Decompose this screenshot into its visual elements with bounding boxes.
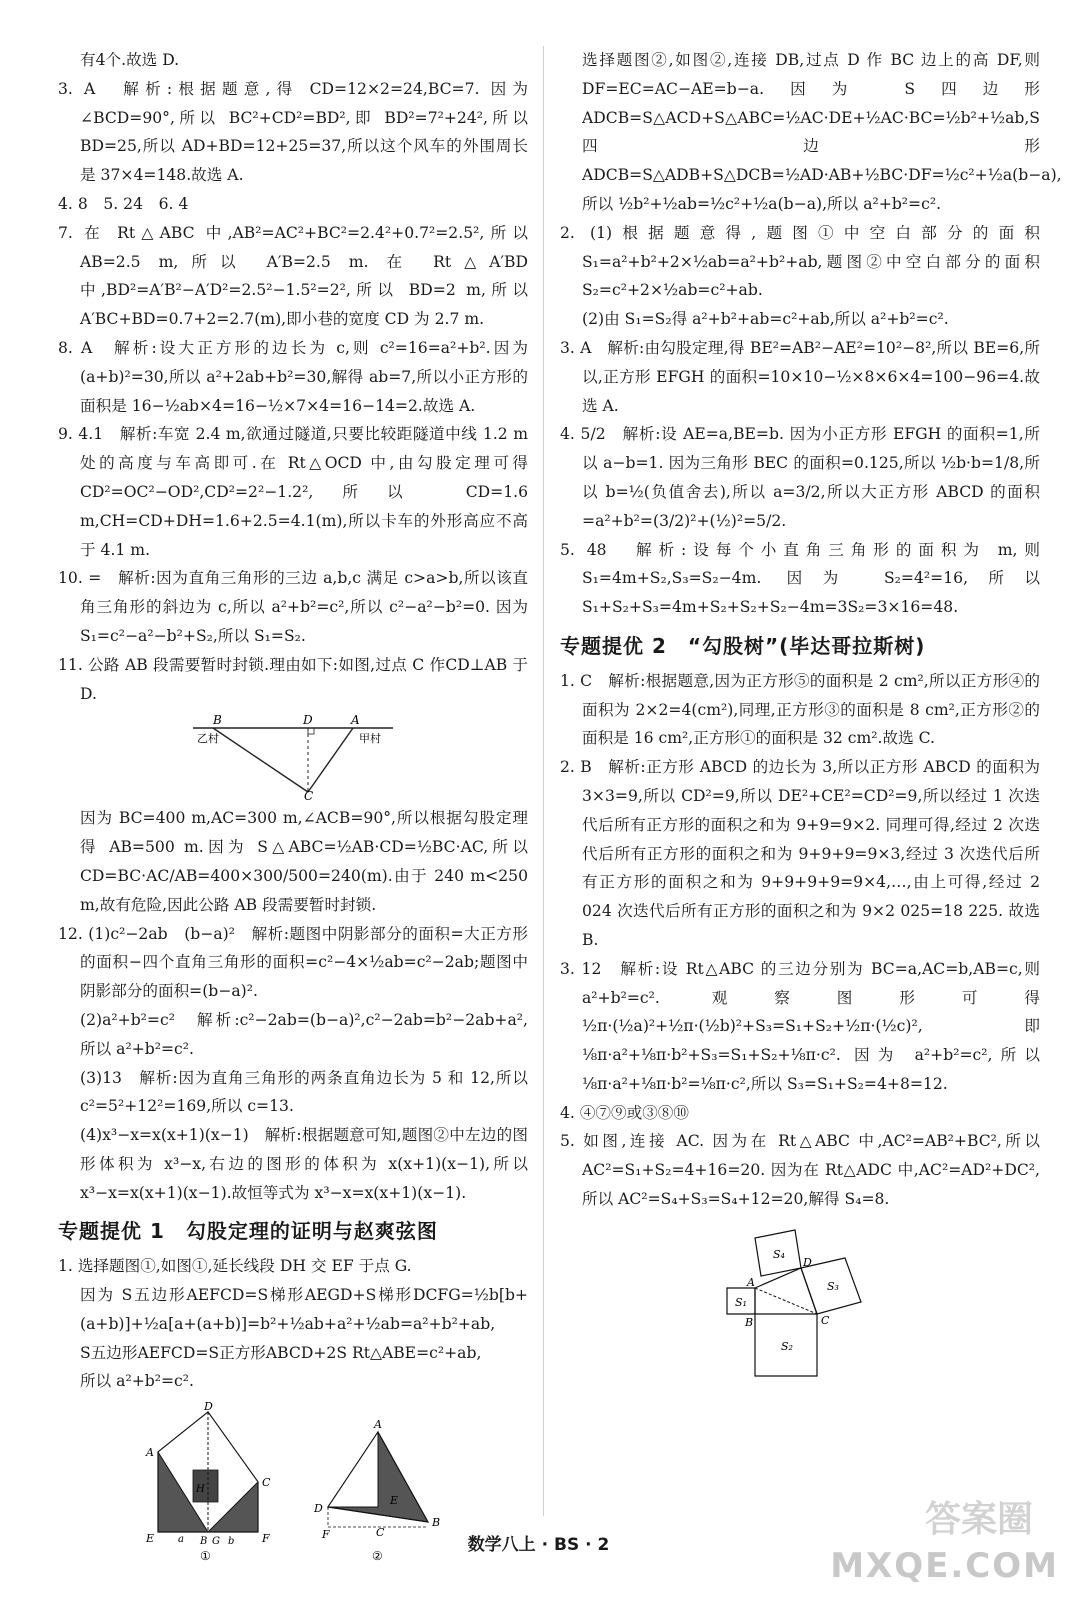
svg-text:S₃: S₃ [827, 1279, 839, 1293]
page-footer: 数学八上 · BS · 2 [467, 1535, 610, 1555]
answer-12-3: (3)13 解析:因为直角三角形的两条直角边长为 5 和 12,所以 c²=5²+12²=169,所以 c=13. [80, 1068, 528, 1116]
watermark-url: MXQE.COM [830, 1546, 1059, 1586]
svg-text:A: A [374, 1418, 382, 1432]
svg-text:D: D [303, 713, 313, 728]
answer-t2: 2. B 解析:正方形 ABCD 的边长为 3,所以正方形 ABCD 的面积为 3×3=9,所以 CD²=9,所以 DE²+CE²=CD²=9,所以经过 1 次迭代后所有正方形的面积之和为 9+9=9×2. 同理可得,经过 2 次迭代后所有正方形的面积之和为 9+9+9=9×3,经过 3 次迭代后所有正方形的面积之和为 9+9+9+9=9×4,…,由上可得,经过 2 024 次迭代后所有正方形的面积之和为 9×2 025=18 225. 故选 B. [560, 758, 1040, 949]
answer-8: 8. A 解析:设大正方形的边长为 c,则 c²=16=a²+b².因为(a+b)²=30,所以 a²+2ab+b²=30,解得 ab=7,所以小正方形的面积是 16−½ab×4=16−½×7×4=16−14=2.故选 A. [58, 338, 528, 415]
proof-1-eq1: 因为 S五边形AEFCD=S梯形AEGD+S梯形DCFG=½b[b+(a+b)]+½a[a+(a+b)]=b²+½ab+a²+½ab=a²+b²+ab, [80, 1286, 528, 1333]
proof-2: 选择题图②,如图②,连接 DB,过点 D 作 BC 边上的高 DF,则 DF=EC=AC−AE=b−a.因为 S四边形ADCB=S△ACD+S△ABC=½AC·DE+½AC·BC=½b²+½ab,S四边形ADCB=S△ADB+S△DCB=½AD·AB+½BC·DF=½c²+½a(b−a),所以 ½b²+½ab=½c²+½a(b−a),所以 a²+b²=c². [582, 51, 1062, 213]
left-column [58, 46, 528, 1562]
proof-1-eq3: 所以 a²+b²=c². [80, 1372, 194, 1391]
svg-text:B: B [432, 1516, 441, 1530]
svg-text:A: A [351, 713, 360, 728]
svg-text:B: B [200, 1536, 208, 1548]
svg-text:S₂: S₂ [781, 1339, 793, 1353]
answer-12-4: (4)x³−x=x(x+1)(x−1) 解析:根据题意可知,题图②中左边的图形体积为 x³−x,右边的图形的体积为 x(x+1)(x−1),所以 x³−x=x(x+1)(x−1).故恒等式为 x³−x=x(x+1)(x−1). [80, 1126, 528, 1202]
answer-4-6: 4. 8 5. 24 6. 4 [58, 194, 189, 213]
figure-1-caption: ① [200, 1549, 211, 1563]
answer-12-1: 12. (1)c²−2ab (b−a)² 解析:题图中阴影部分的面积=大正方形的面积−四个直角三角形的面积=c²−4×½ab=c²−2ab;题图中阴影部分的面积=(b−a)². [58, 924, 528, 1001]
section-heading-1: 专题提优 1 勾股定理的证明与赵爽弦图 [58, 1219, 438, 1244]
right-column [560, 46, 1062, 1392]
answer-7: 7. 在 Rt△ABC 中,AB²=AC²+BC²=2.4²+0.7²=2.5²,所以 AB=2.5 m,所以 A′B=2.5 m. 在 Rt△A′BD 中,BD²=A′B²−A′D²=2.5²−1.5²=2²,所以 BD=2 m,所以 A′BC+BD=0.7+2=2.7(m),即小巷的宽度 CD 为 2.7 m. [58, 223, 528, 329]
svg-text:S₁: S₁ [735, 1295, 747, 1309]
proof-1: 1. 选择题图①,如图①,延长线段 DH 交 EF 于点 G. [58, 1257, 412, 1276]
answer-3: 3. A 解析:根据题意,得 CD=12×2=24,BC=7. 因为∠BCD=90°,所以 BC²+CD²=BD²,即 BD²=7²+24²,所以 BD=25,所以 AD+BD=12+25=37,所以这个风车的外围周长是 37×4=148.故选 A. [58, 79, 528, 185]
svg-text:F: F [262, 1532, 270, 1546]
answer-r2-1: 2. (1)根据题意得,题图①中空白部分的面积 S₁=a²+b²+2×½ab=a²+b²+ab,题图②中空白部分的面积 S₂=c²+2×½ab=c²+ab. [560, 223, 1040, 300]
answer-9: 9. 4.1 解析:车宽 2.4 m,欲通过隧道,只要比较距隧道中线 1.2 m 处的高度与车高即可.在 Rt△OCD 中,由勾股定理可得 CD²=OC²−OD²,CD²=2²−1.2²,所以 CD=1.6 m,CH=CD+DH=1.6+2.5=4.1(m),所以卡车的外形高应不高于 4.1 m. [58, 425, 528, 559]
village-b-label: 乙村 [197, 732, 219, 746]
figure-2-caption: ② [372, 1549, 383, 1563]
svg-text:F: F [322, 1528, 330, 1542]
road-diagram [183, 712, 403, 800]
answer-12-2: (2)a²+b²=c² 解析:c²−2ab=(b−a)²,c²−2ab=b²−2ab+a²,所以 a²+b²=c². [80, 1010, 528, 1058]
answer-t1: 1. C 解析:根据题意,因为正方形⑤的面积是 2 cm²,所以正方形④的面积为 2×2=4(cm²),同理,正方形③的面积是 8 cm²,正方形②的面积是 16 cm²,正方形①的面积是 32 cm².故选 C. [560, 671, 1040, 748]
answer-r5: 5. 48 解析:设每个小直角三角形的面积为 m,则 S₁=4m+S₂,S₃=S₂−4m. 因为 S₂=4²=16,所以 S₁+S₂+S₃=4m+S₂+S₂+S₂−4m=3S₂=3×16=48. [560, 540, 1040, 617]
svg-text:C: C [821, 1313, 830, 1327]
answer-t5: 5. 如图,连接 AC. 因为在 Rt△ABC 中,AC²=AB²+BC²,所以 AC²=S₁+S₂=4+16=20. 因为在 Rt△ADC 中,AC²=AD²+DC²,所以 AC²=S₄+S₃=S₄+12=20,解得 S₄=8. [560, 1132, 1040, 1209]
answer-11-detail: 因为 BC=400 m,AC=300 m,∠ACB=90°,所以根据勾股定理得 AB=500 m.因为 S△ABC=½AB·CD=½BC·AC,所以 CD=BC·AC/AB=400×300/500=240(m).由于 240 m<250 m,故有危险,因此公路 AB 段需要暂时封锁. [80, 809, 528, 914]
svg-text:G: G [212, 1536, 220, 1548]
section-heading-2: 专题提优 2 “勾股树”(毕达哥拉斯树) [560, 633, 926, 658]
answer-10: 10. = 解析:因为直角三角形的三边 a,b,c 满足 c>a>b,所以该直角三角形的斜边为 c,所以 a²+b²=c²,所以 c²−a²−b²=0. 因为 S₁=c²−a²−b²+S₂,所以 S₁=S₂. [58, 569, 528, 645]
svg-text:D: D [803, 1255, 812, 1269]
answer-r4: 4. 5/2 解析:设 AE=a,BE=b. 因为小正方形 EFGH 的面积=1,所以 a−b=1. 因为三角形 BEC 的面积=0.125,所以 ½b·b=1/8,所以 b=½(负值舍去),所以 a=3/2,所以大正方形 ABCD 的面积=a²+b²=(3/2)²+(½)²=5/2. [560, 425, 1040, 530]
answer-r3: 3. A 解析:由勾股定理,得 BE²=AB²−AE²=10²−8²,所以 BE=6,所以,正方形 EFGH 的面积=10×10−½×8×6×4=100−96=4.故选 A. [560, 338, 1040, 415]
svg-text:E: E [390, 1494, 399, 1508]
answer-11: 11. 公路 AB 段需要暂时封锁.理由如下:如图,过点 C 作CD⊥AB 于 D. [58, 655, 528, 703]
svg-text:C: C [304, 789, 314, 801]
svg-text:D: D [204, 1402, 213, 1414]
squares-diagram [715, 1218, 885, 1388]
svg-text:A: A [747, 1275, 755, 1289]
answer-line: 有4个.故选 D. [80, 51, 180, 69]
svg-text:B: B [745, 1315, 754, 1329]
village-a-label: 甲村 [359, 732, 381, 746]
svg-text:A: A [146, 1446, 154, 1460]
svg-text:B: B [213, 713, 222, 728]
svg-text:D: D [314, 1502, 323, 1516]
watermark-brand: 答案圈 [924, 1499, 1033, 1540]
svg-text:E: E [146, 1532, 155, 1546]
svg-text:b: b [228, 1536, 235, 1548]
svg-text:S₄: S₄ [773, 1247, 785, 1261]
column-divider [543, 46, 544, 1516]
answer-t4: 4. ④⑦⑨或③⑧⑩ [560, 1103, 689, 1122]
svg-text:C: C [376, 1526, 385, 1540]
svg-text:H: H [196, 1484, 205, 1496]
answer-r2-2: (2)由 S₁=S₂得 a²+b²+ab=c²+ab,所以 a²+b²=c². [582, 310, 949, 329]
answer-t3: 3. 12 解析:设 Rt△ABC 的三边分别为 BC=a,AC=b,AB=c,则 a²+b²=c². 观察图形可得 ½π·(½a)²+½π·(½b)²+S₃=S₁+S₂+½π·(½c)²,即 ⅛π·a²+⅛π·b²+S₃=S₁+S₂+⅛π·c². 因为 a²+b²=c²,所以 ⅛π·a²+⅛π·b²=⅛π·c²,所以 S₃=S₁+S₂=4+8=12. [560, 959, 1040, 1093]
svg-text:C: C [262, 1476, 271, 1490]
proof-1-eq2: S五边形AEFCD=S正方形ABCD+2S Rt△ABE=c²+ab, [80, 1343, 482, 1362]
svg-text:a: a [178, 1534, 184, 1546]
